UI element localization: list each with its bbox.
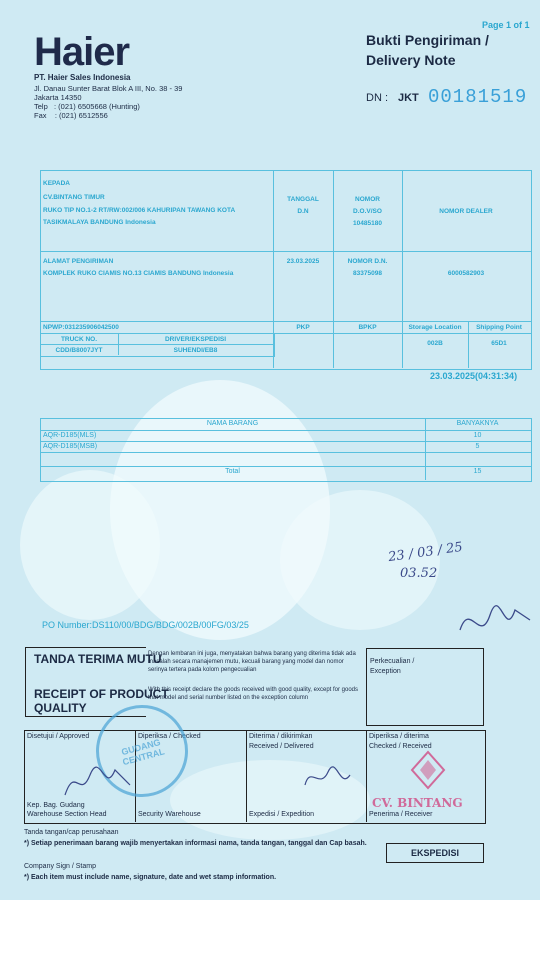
handwritten-date: 23 / 03 / 25 (387, 539, 464, 566)
customer-name: CV.BINTANG TIMUR (43, 194, 105, 201)
receiver-stamp-text: CV. BINTANG (372, 796, 463, 810)
company-phone: Telp : (021) 6505668 (Hunting) (34, 102, 140, 111)
sig-approved-role-2: Warehouse Section Head (27, 811, 107, 818)
handwritten-signature (455, 590, 535, 650)
company-address-2: Jakarta 14350 (34, 93, 82, 102)
sig-delivered-role: Expedisi / Expedition (249, 811, 314, 818)
sig-delivered-label-1: Diterima / dikirimkan (249, 733, 313, 740)
tanggal-label: TANGGAL (287, 196, 319, 203)
item-row-2-name: AQR-D185(MSB) (43, 443, 98, 450)
exception-label-2: Exception (370, 668, 401, 675)
footnote-requirement-id: *) Setiap penerimaan barang wajib menyertakan informasi nama, tanda tangan, tanggal dan Cap basah. (24, 840, 367, 847)
company-fax: Fax : (021) 6512556 (34, 111, 108, 120)
footnote-sign-stamp-id: Tanda tangan/cap perusahaan (24, 829, 119, 836)
col-item-header: NAMA BARANG (206, 420, 259, 427)
receipt-text-id: Dengan lembaran ini juga, menyatakan bahwa barang yang diterima tidak ada masalah secara manajemen mutu, kecuali barang yang model dan nomor serinya tertera pada kolom pengecualian (148, 651, 356, 673)
pkp-label: PKP (296, 324, 310, 331)
sig-approved-label: Disetujui / Approved (27, 733, 90, 740)
date-value: 23.03.2025 (286, 258, 320, 265)
po-number: PO Number:DS110/00/BDG/BDG/002B/00FG/03/25 (42, 620, 249, 630)
receipt-title-en-2: QUALITY (34, 701, 87, 715)
bpkp-label: BPKP (358, 324, 377, 331)
faded-area (20, 470, 160, 620)
driver-value: SUHENDI/EB8 (173, 347, 218, 354)
item-row-1-qty: 10 (473, 432, 482, 439)
driver-label: DRIVER/EKSPEDISI (164, 336, 227, 343)
shipping-label: Shipping Point (476, 324, 522, 331)
handwritten-time: 03.52 (400, 566, 438, 581)
kepada-label: KEPADA (43, 180, 70, 187)
nomor-dn-value: 83375098 (353, 270, 382, 277)
truck-value: CDD/B8007JYT (55, 347, 103, 354)
haier-logo: Haier (34, 30, 130, 74)
print-timestamp: 23.03.2025(04:31:34) (430, 371, 518, 381)
footnote-sign-stamp-en: Company Sign / Stamp (24, 863, 96, 870)
storage-label: Storage Location (408, 324, 462, 331)
ekspedisi-label: EKSPEDISI (410, 848, 459, 858)
receipt-title-en-1: RECEIPT OF PRODUCT (34, 687, 169, 701)
company-address-1: Jl. Danau Sunter Barat Blok A III, No. 38 - 39 (34, 84, 183, 93)
page-label: Page 1 of 1 (482, 20, 530, 30)
item-row-1-name: AQR-D185(MLS) (43, 432, 97, 439)
receiver-stamp-emblem (410, 750, 446, 790)
dn-label: DN : (366, 92, 388, 104)
customer-address-1: RUKO TIP NO.1-2 RT/RW:002/006 KAHURIPAN TAWANG KOTA (43, 207, 236, 214)
item-row-2-qty: 5 (475, 443, 480, 450)
sig-received-label-2: Checked / Received (369, 743, 432, 750)
ekspedisi-box (386, 843, 484, 863)
total-label: Total (225, 468, 240, 475)
approver-signature (60, 760, 140, 805)
col-qty-header: BANYAKNYA (456, 420, 499, 427)
receipt-text-en: With this receipt declare the goods received with good quality, except for goods that model and serial number listed on the exception column (148, 687, 359, 701)
footnote-requirement-en: *) Each item must include name, signature, date and wet stamp information. (24, 874, 277, 881)
tanggal-sub: D.N (297, 208, 309, 215)
expedition-signature (300, 760, 360, 800)
nomor-value: 10485180 (353, 220, 382, 227)
customer-address-2: TASIKMALAYA BANDUNG Indonesia (43, 219, 156, 226)
sig-received-label-1: Diperiksa / diterima (369, 733, 429, 740)
dealer-label: NOMOR DEALER (439, 208, 493, 215)
sig-checked-role: Security Warehouse (138, 811, 201, 818)
sig-approved-role-1: Kep. Bag. Gudang (27, 802, 85, 809)
ship-address: KOMPLEK RUKO CIAMIS NO.13 CIAMIS BANDUNG Indonesia (43, 270, 234, 277)
receipt-title-id: TANDA TERIMA MUTU (34, 652, 162, 666)
nomor-dn-label: NOMOR D.N. (347, 258, 388, 265)
storage-value: 002B (427, 340, 443, 347)
dn-prefix: JKT (398, 92, 419, 104)
sig-delivered-label-2: Received / Delivered (249, 743, 314, 750)
company-name: PT. Haier Sales Indonesia (34, 73, 131, 82)
exception-label-1: Perkecualian / (370, 658, 415, 665)
npwp: NPWP:031235906042500 (43, 324, 119, 331)
sig-received-role: Penerima / Receiver (369, 811, 433, 818)
shipping-value: 65D1 (491, 340, 507, 347)
total-value: 15 (473, 468, 482, 475)
doc-title-1: Bukti Pengiriman / (366, 32, 489, 48)
sig-checked-label: Diperiksa / Checked (138, 733, 201, 740)
ship-label: ALAMAT PENGIRIMAN (43, 258, 114, 265)
doc-title-2: Delivery Note (366, 52, 456, 68)
nomor-label: NOMOR (355, 196, 380, 203)
truck-label: TRUCK NO. (60, 336, 98, 343)
dn-number: 00181519 (428, 86, 528, 108)
nomor-sub: D.O.V/SO (353, 208, 382, 215)
dealer-value: 6000582903 (447, 270, 485, 277)
warehouse-stamp-text: GUDANG CENTRAL (120, 737, 166, 768)
